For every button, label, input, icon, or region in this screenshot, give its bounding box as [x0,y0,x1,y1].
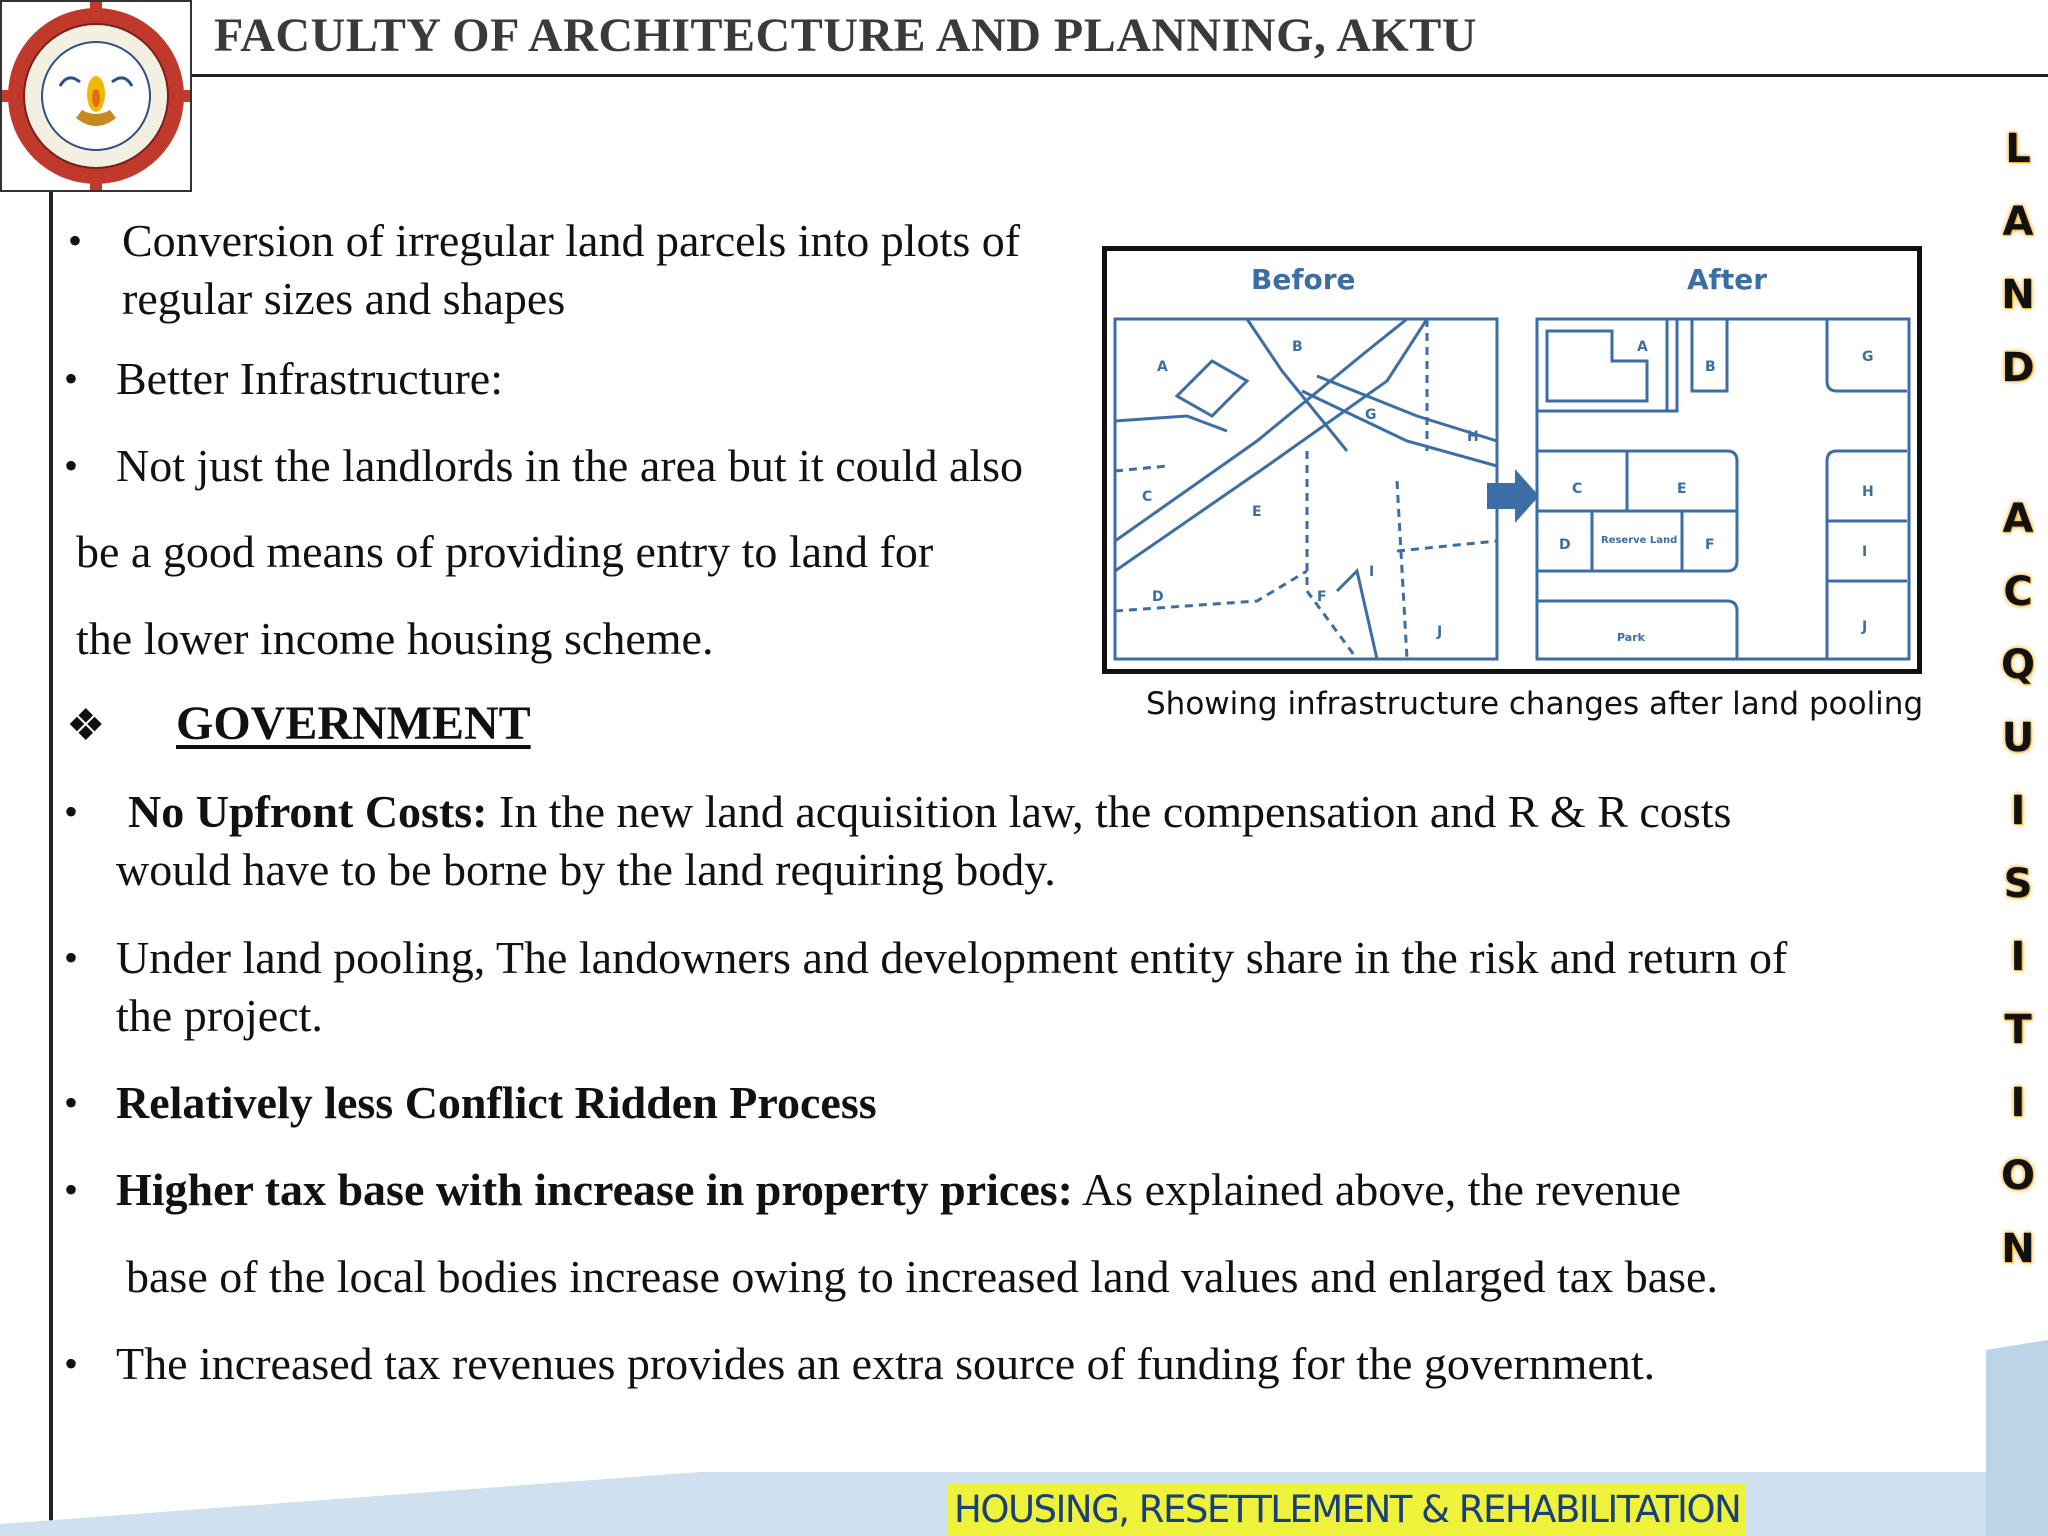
bullet-text: Conversion of irregular land parcels into plots of [122,215,1021,266]
plot-label: F [1705,537,1715,553]
side-letter: U [2001,715,2035,761]
bullet-text [128,783,1731,841]
plot-label: B [1292,339,1303,355]
before-label: Before [1251,263,1356,296]
reserve-land-label: Reserve Land [1601,535,1678,546]
side-letter: Q [2000,642,2035,688]
bullet-marker: • [64,935,79,980]
side-letter: N [2001,272,2035,318]
side-letter: I [2010,934,2026,980]
side-letter: I [2010,1080,2026,1126]
bullet-text: the project. [116,990,323,1041]
bullet-text: be a good means of providing entry to land for [76,526,934,577]
bullet-text: would have to be borne by the land requiring body. [116,844,1056,895]
bullet-text-rest: In the new land acquisition law, the compensation and R & R costs [487,786,1732,837]
plot-label: A [1637,339,1648,355]
bullet-text: base of the local bodies increase owing to increased land values and enlarged tax base. [126,1251,1718,1302]
side-letter: A [2002,496,2034,542]
plot-label: D [1559,537,1571,553]
bullet-marker: • [64,1167,79,1212]
bullet-text: Better Infrastructure: [116,353,503,404]
bullet-text: Relatively less Conflict Ridden Process [116,1077,877,1128]
bullet-text: Under land pooling, The landowners and development entity share in the risk and return of [116,932,1788,983]
bullet-text [116,1161,1681,1219]
bullet-marker: • [64,356,79,401]
bullet-marker: • [64,789,79,834]
side-letter: O [2000,1153,2035,1199]
section-heading-government: GOVERNMENT [176,697,531,750]
side-letter: C [2003,569,2033,615]
plot-label: C [1142,489,1153,505]
plot-label: J [1437,624,1443,640]
bullet-marker: • [68,218,83,263]
plot-label: G [1365,407,1377,423]
plot-label: I [1369,564,1375,580]
plot-label: C [1572,481,1583,497]
bullet-bold: No Upfront Costs: [128,786,488,837]
plot-label: D [1152,589,1164,605]
bullet-marker: • [64,443,79,488]
park-label: Park [1617,631,1645,644]
side-letter: N [2001,1226,2035,1272]
side-letter: S [2003,861,2033,907]
bullet-text: the lower income housing scheme. [76,613,714,664]
figure-caption: Showing infrastructure changes after land pooling [1146,686,1924,722]
side-letter: A [2002,199,2034,245]
plot-label: G [1862,349,1874,365]
plot-label: E [1677,481,1687,497]
plot-label: A [1157,359,1168,375]
land-pooling-figure [1102,246,1922,674]
bullet-marker: • [64,1341,79,1386]
plot-label: H [1467,429,1479,445]
bullet-text-rest: As explained above, the revenue [1072,1164,1681,1215]
side-letter: L [2005,126,2031,172]
after-label: After [1687,263,1768,296]
plot-label: E [1252,504,1262,520]
bullet-text: Not just the landlords in the area but it could also [116,440,1024,491]
plot-label: B [1705,359,1716,375]
bullet-bold: Higher tax base with increase in property prices: [116,1164,1073,1215]
side-letter: I [2010,788,2026,834]
plot-label: F [1317,589,1327,605]
page-header-title: FACULTY OF ARCHITECTURE AND PLANNING, AKTU [214,9,1477,62]
side-letter: D [2001,345,2035,391]
plot-label: H [1862,484,1874,500]
plot-label: I [1862,544,1868,560]
footer-banner: HOUSING, RESETTLEMENT & REHABILITATION [948,1484,1746,1536]
before-after-map [1107,251,1917,669]
section-marker: ❖ [66,701,106,750]
bullet-text: regular sizes and shapes [122,273,566,324]
side-letter: T [2004,1007,2032,1053]
bullet-marker: • [64,1080,79,1125]
plot-label: J [1862,619,1868,635]
bullet-text: The increased tax revenues provides an extra source of funding for the government. [116,1338,1656,1389]
